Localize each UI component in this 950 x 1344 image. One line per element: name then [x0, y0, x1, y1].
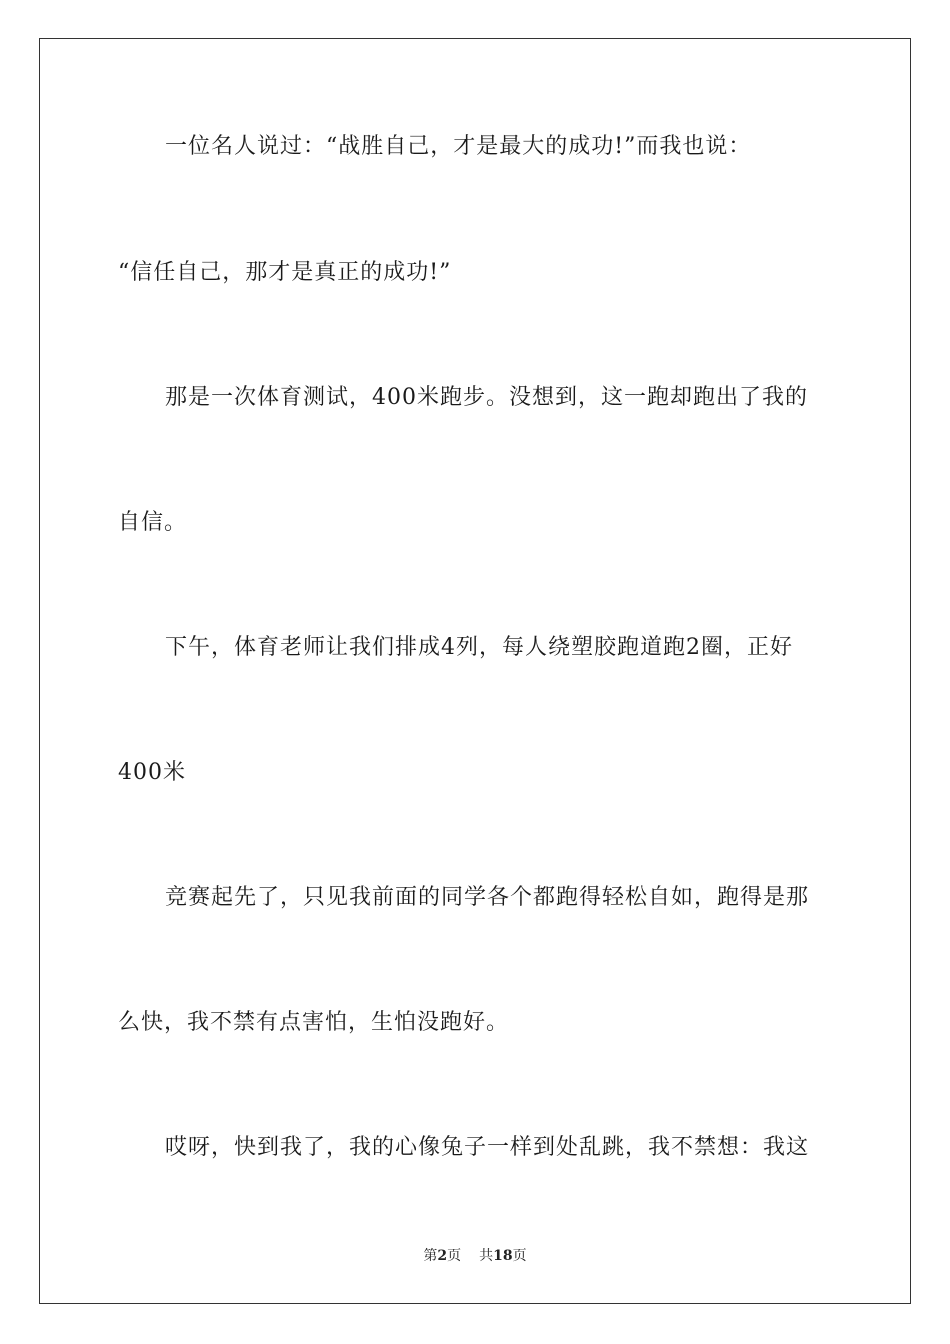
total-label-prefix: 共	[479, 1248, 494, 1264]
paragraph-line: “信任自己，那才是真正的成功!”	[118, 260, 452, 285]
paragraph-line: 一位名人说过：“战胜自己，才是最大的成功!”而我也说：	[165, 134, 752, 159]
page-label-prefix: 第	[423, 1248, 438, 1264]
total-label-suffix: 页	[512, 1248, 527, 1264]
paragraph-line: 下午，体育老师让我们排成4列，每人绕塑胶跑道跑2圈，正好	[165, 635, 793, 660]
page-border	[39, 38, 911, 1304]
paragraph-line: 哎呀，快到我了，我的心像兔子一样到处乱跳，我不禁想：我这	[165, 1135, 810, 1160]
paragraph-line: 么快，我不禁有点害怕，生怕没跑好。	[118, 1010, 510, 1035]
page-label-suffix: 页	[447, 1248, 462, 1264]
paragraph-line: 400米	[118, 760, 186, 785]
paragraph-line: 自信。	[118, 510, 188, 535]
page-footer	[0, 1247, 950, 1265]
total-pages: 18	[493, 1248, 513, 1264]
paragraph-line: 那是一次体育测试，400米跑步。没想到，这一跑却跑出了我的	[165, 385, 808, 410]
paragraph-line: 竞赛起先了，只见我前面的同学各个都跑得轻松自如，跑得是那	[165, 885, 810, 910]
page-number: 2	[437, 1248, 448, 1264]
